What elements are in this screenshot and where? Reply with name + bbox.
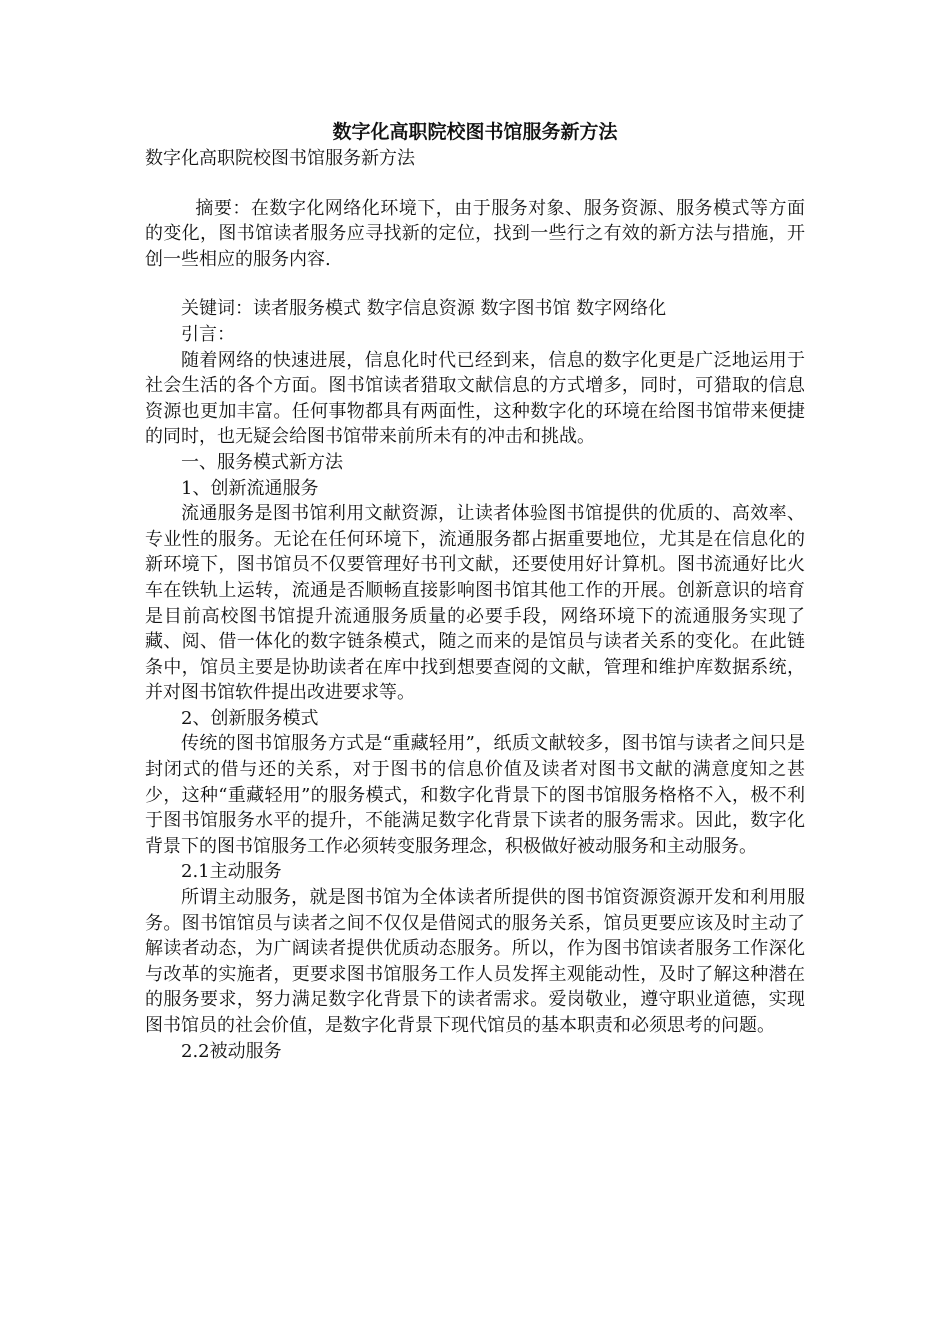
abstract-paragraph: 摘要：在数字化网络化环境下，由于服务对象、服务资源、服务模式等方面的变化，图书馆读者服务应寻找新的定位，找到一些行之有效的新方法与措施，开创一些相应的服务内容. — [145, 197, 805, 270]
subsection-heading: 2.2被动服务 — [181, 1040, 282, 1062]
intro-heading: 引言： — [181, 323, 235, 345]
body-paragraph: 传统的图书馆服务方式是“重藏轻用”，纸质文献较多，图书馆与读者之间只是封闭式的借与还的关系，对于图书的信息价值及读者对图书文献的满意度知之甚少，这种“重藏轻用”的服务模式，和数字化背景下的图书馆服务格格不入，极不利于图书馆服务水平的提升，不能满足数字化背景下读者的服务需求。因此，数字化背景下的图书馆服务工作必须转变服务理念，积极做好被动服务和主动服务。 — [145, 733, 805, 857]
intro-paragraph: 随着网络的快速进展，信息化时代已经到来，信息的数字化更是广泛地运用于社会生活的各个方面。图书馆读者猎取文献信息的方式增多，同时，可猎取的信息资源也更加丰富。任何事物都具有两面性，这种数字化的环境在给图书馆带来便捷的同时，也无疑会给图书馆带来前所未有的冲击和挑战。 — [145, 349, 805, 448]
subsection-heading: 1、创新流通服务 — [181, 477, 319, 499]
spacer — [145, 172, 805, 196]
document-body — [145, 118, 805, 1064]
spacer — [145, 272, 805, 296]
keywords-line: 关键词：读者服务模式 数字信息资源 数字图书馆 数字网络化 — [181, 298, 667, 320]
section-heading: 一、服务模式新方法 — [181, 451, 343, 473]
document-subtitle: 数字化高职院校图书馆服务新方法 — [145, 148, 415, 169]
body-paragraph: 流通服务是图书馆利用文献资源，让读者体验图书馆提供的优质的、高效率、专业性的服务。无论在任何环境下，流通服务都占据重要地位，尤其是在信息化的新环境下，图书馆员不仅要管理好书刊文献，还要使用好计算机。图书流通好比火车在铁轨上运转，流通是否顺畅直接影响图书馆其他工作的开展。创新意识的培育是目前高校图书馆提升流通服务质量的必要手段，网络环境下的流通服务实现了藏、阅、借一体化的数字链条模式，随之而来的是馆员与读者关系的变化。在此链条中，馆员主要是协助读者在库中找到想要查阅的文献，管理和维护库数据系统，并对图书馆软件提出改进要求等。 — [145, 503, 805, 704]
subsection-heading: 2、创新服务模式 — [181, 707, 319, 729]
document-title: 数字化高职院校图书馆服务新方法 — [332, 121, 618, 143]
subsection-heading: 2.1主动服务 — [181, 861, 282, 883]
body-paragraph: 所谓主动服务，就是图书馆为全体读者所提供的图书馆资源资源开发和利用服务。图书馆馆员与读者之间不仅仅是借阅式的服务关系，馆员更要应该及时主动了解读者动态，为广阔读者提供优质动态服务。所以，作为图书馆读者服务工作深化与改革的实施者，更要求图书馆服务工作人员发挥主观能动性，及时了解这种潜在的服务要求，努力满足数字化背景下的读者需求。爱岗敬业，遵守职业道德，实现图书馆员的社会价值，是数字化背景下现代馆员的基本职责和必须思考的问题。 — [145, 887, 805, 1036]
